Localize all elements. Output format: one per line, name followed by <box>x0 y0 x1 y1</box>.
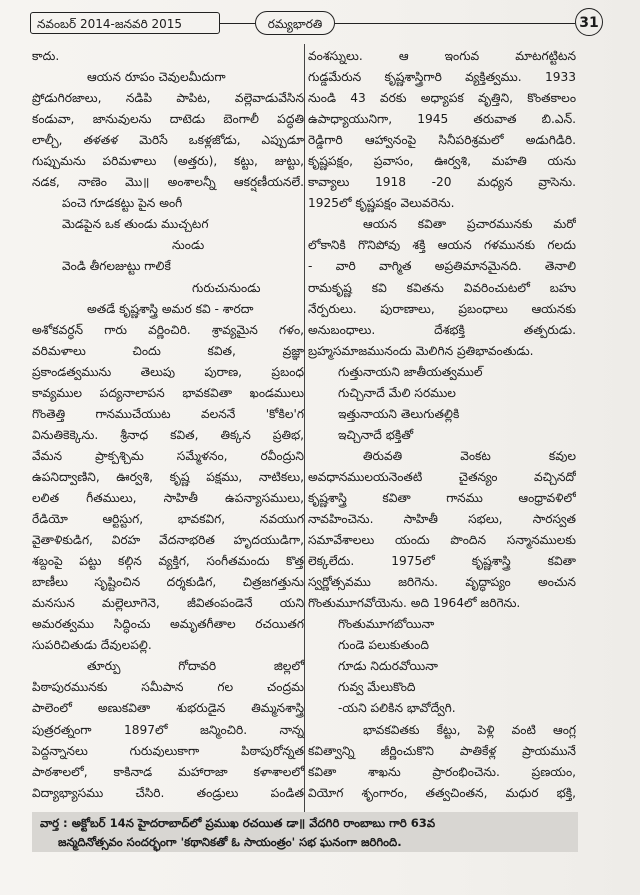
text-line: ఉపనిద్వాణిని, ఊర్వశి, కృష్ణ పక్షము, నాటికలు, <box>32 469 304 484</box>
text-line: తిరువతి వెంకట కవుల <box>363 448 576 463</box>
text-line: లలిత గీతములు, సాహితీ ఉపన్యాసములు, <box>32 490 304 505</box>
text-line: పాలెంలో అణుకవితా శుభరుడైన తిమ్మనశాస్త్రి <box>32 701 304 716</box>
news-box <box>32 812 578 852</box>
verse-line: గొంతుమూగబోయినా <box>338 617 435 632</box>
text-line: వినుతికెక్కెను. శ్రీనాధ కవిత, తిక్కన ప్రతిభ, <box>32 427 304 442</box>
text-line: ఉపాధ్యాయునిగా, 1945 తరువాత బి.ఎన్. <box>308 112 576 127</box>
text-line: పాఠశాలలో, కాకినాడ మహారాజా కళాశాలలో <box>32 764 304 779</box>
verse-line: గువ్వ మేలుకొంది <box>338 680 416 695</box>
text-line: - వారి వాగ్మిత అప్రతిమానమైనది. తెనాలి <box>308 259 576 274</box>
text-line: ప్రకాండత్వమును తెలుపు పురాణ, ప్రబంధ <box>32 364 304 379</box>
text-line: తూర్పు గోదావరి జిల్లలో <box>87 659 304 674</box>
verse-line: మెడపైన ఒక తుండు ముచ్చటగ <box>62 217 209 232</box>
text-line: అతడే కృష్ణశాస్త్రి అమర కవి - శారదా <box>87 301 254 316</box>
header-rule-left <box>220 23 255 24</box>
issue-date: నవంబర్ 2014-జనవరి 2015 <box>30 12 220 34</box>
text-line: అనుబంధాలు. దేశభక్తి తత్పరుడు. <box>308 322 576 337</box>
verse-line: వెండి తీగలజుట్టు గాలికే <box>62 259 171 274</box>
verse-line: ఇత్తునాయని తెలుగుతల్లికి <box>338 406 460 421</box>
text-line: లాల్చీ, తళతళ మెరిసే ఒకళ్లజోడు, ఎప్పుడూ <box>32 133 304 148</box>
page-number: 31 <box>575 8 603 36</box>
text-line: కండువా, జానువులను దాటెడు బెంగాలీ పద్ధతి <box>32 112 304 127</box>
text-line: వేమన ప్రాక్పశ్చిమ సమ్మేళనం, రవీంద్రుని <box>32 448 304 463</box>
verse-line: గుత్తునాయని జాతీయత్వముల్ <box>338 364 483 379</box>
text-line: సమావేశాలలు యందు పొందిన సన్మానములకు <box>308 533 576 548</box>
text-line: పుత్రరత్నంగా 1897లో జన్మించిరి. నాన్న <box>32 722 304 737</box>
header-rule-right <box>335 23 575 24</box>
verse-line: ఇచ్చినాదే భక్తితో <box>338 427 414 442</box>
text-line: అమరత్వము సిద్ధించు అమృతగీతాల రచయితగ <box>32 617 304 632</box>
text-line: ప్రోడుగిరజాలు, నడిపి పాపిట, వల్లెవాడువేసిన <box>32 91 304 106</box>
text-line: కాదు. <box>32 49 60 63</box>
verse-line: గుచ్చినాదే మేలి సరముల <box>338 385 456 400</box>
text-line: మనసున మల్లెలూగెనె, జీవితంపండెనే యని <box>32 596 304 611</box>
left-column <box>32 46 304 804</box>
news-line: వార్త : అక్టోబర్ 14న హైదరాబాద్‌లో ప్రముఖ రచయిత డా॥ వేదగిరి రాంబాబు గారి 63వ <box>40 816 436 830</box>
column-divider <box>304 44 305 816</box>
magazine-title: రమ్యభారతి <box>255 11 335 35</box>
text-line: అవధానములయనెంతటి చైతన్యం వచ్చినదో <box>308 469 576 484</box>
text-line: వరిమళాలు చిందు కవిత, వ్రజ్ఞా <box>32 343 304 358</box>
text-line: గొంతుమూగవోయెను. అది 1964లో జరిగెను. <box>308 596 521 611</box>
text-line: లోకానికి గొనిపోవు శక్తి ఆయన గళమునకు గలదు <box>308 238 576 253</box>
verse-line: గుండె పలుకుతుంది <box>338 638 429 653</box>
verse-line: నుండు <box>172 238 205 253</box>
text-line: నుండి 43 వరకు అధ్యాపక వృత్తిని, కొంతకాలం <box>308 91 576 106</box>
text-line: ఆయన రూపం చెవులమీదుగా <box>87 70 226 85</box>
text-line: వంశస్నులు. ఆ ఇంగువ మాటగట్టిటన <box>308 49 576 63</box>
text-line: శబ్దంపై పట్టు కల్గిన వ్యక్తిగ, సంగీతమందు కొత్త <box>32 554 304 569</box>
text-line: 1925లో కృష్ణపక్షం వెలువరెను. <box>308 196 455 211</box>
text-line: కావ్యాలు 1918 -20 మధ్యన వ్రాసెను. <box>308 175 576 190</box>
verse-line: గూడు నిదురవోయినా <box>338 659 438 674</box>
text-line: నడక, నాణెం మొ॥ అంశాలన్నీ ఆకర్షణీయనలే. <box>32 175 304 190</box>
text-line: స్వర్ణోత్సవము జరిగెను. వృద్ధాప్యం అంచున <box>308 575 576 590</box>
text-line: రామకృష్ణ కవి కవితను వివరించుటలో బహు <box>308 280 576 295</box>
page-header <box>30 8 605 38</box>
text-line: కావ్యముల పద్యనాలాపన భావకవితా ఖండములు <box>32 385 304 400</box>
text-line: కవితా శాఖను ప్రారంభించెను. ప్రణయం, <box>308 764 576 779</box>
text-line: కృష్ణశాస్త్రి కవితా గానము ఆంధ్రావళిలో <box>308 490 576 505</box>
text-line: గుడ్డమేరున కృష్ణశాస్త్రిగారి వ్యక్తిత్వము. 1933 <box>308 70 576 85</box>
text-line: గొంతెత్తి గానముచేయుట వలననే 'కోకిల'గ <box>32 406 304 421</box>
text-line: పెద్దన్నానలు గురువులుకాగా పిఠాపురోన్నత <box>32 743 304 758</box>
text-line: కృష్ణపక్షం, ప్రవాసం, ఊర్వశి, మహతి యను <box>308 154 576 169</box>
verse-line: పంచె గూడకట్టు పైన అంగీ <box>62 196 183 211</box>
text-line: పిఠాపురమునకు సమీపాన గల చంద్రమ <box>32 680 304 695</box>
text-line: వైతాళికుడిగ, విరహ వేదనాభరిత హృదయుడిగా, <box>32 533 304 548</box>
text-line: ఆయన కవితా ప్రచారమునకు మరో <box>363 217 576 232</box>
text-line: నేర్పరులు. పురాణాలు, ప్రబంధాలు ఆయనకు <box>308 301 576 316</box>
text-line: అశోకవర్ధన్ గారు వర్ణించిరి. శ్రావ్యమైన గళం, <box>32 322 304 337</box>
text-line: బ్రహ్మసమాజమునందు మెలిగిన ప్రతిభావంతుడు. <box>308 343 534 358</box>
text-line: బాణీలు సృష్టించిన దర్శకుడిగ, చిత్రజగత్తును <box>32 575 304 590</box>
text-line: లెక్కలేదు. 1975లో కృష్ణశాస్త్రి కవితా <box>308 554 576 569</box>
text-line: నావహించెను. సాహితీ సభలు, సారస్వత <box>308 512 576 527</box>
news-line: జన్మదినోత్సవం సందర్భంగా 'కథానికతో ఓ సాయంత్రం' సభ ఘనంగా జరిగింది. <box>58 835 402 849</box>
text-line: సుపరిచితుడు దేవులపల్లి. <box>32 638 152 653</box>
text-line: భావకవితకు కేట్టు, పెళ్లి వంటి ఆంగ్ల <box>363 722 576 737</box>
text-line: గుప్పుమను పరిమళాలు (అత్తరు), కట్టు, జుట్టు, <box>32 154 304 169</box>
text-line: వియోగ శృంగారం, తత్వచింతన, మధుర భక్తి, <box>308 785 576 800</box>
text-line: రెడ్డిగారి ఆహ్వానంపై సినీపరిశ్రమలో అడుగిడిరి. <box>308 133 576 148</box>
text-line: విద్యాభ్యాసము చేసిరి. తండ్రులు పండిత <box>32 785 304 800</box>
text-line: రేడియో ఆర్టిస్టుగ, భావకవిగ, నవయుగ <box>32 512 304 527</box>
text-line: కవిత్వాన్ని జీర్ణించుకొని పాతికేళ్ల ప్రాయమునే <box>308 743 576 758</box>
right-column <box>308 46 576 804</box>
verse-line: -యని పలికిన భావోద్వేగి. <box>338 701 456 716</box>
verse-line: గురుచునుండు <box>192 280 261 295</box>
